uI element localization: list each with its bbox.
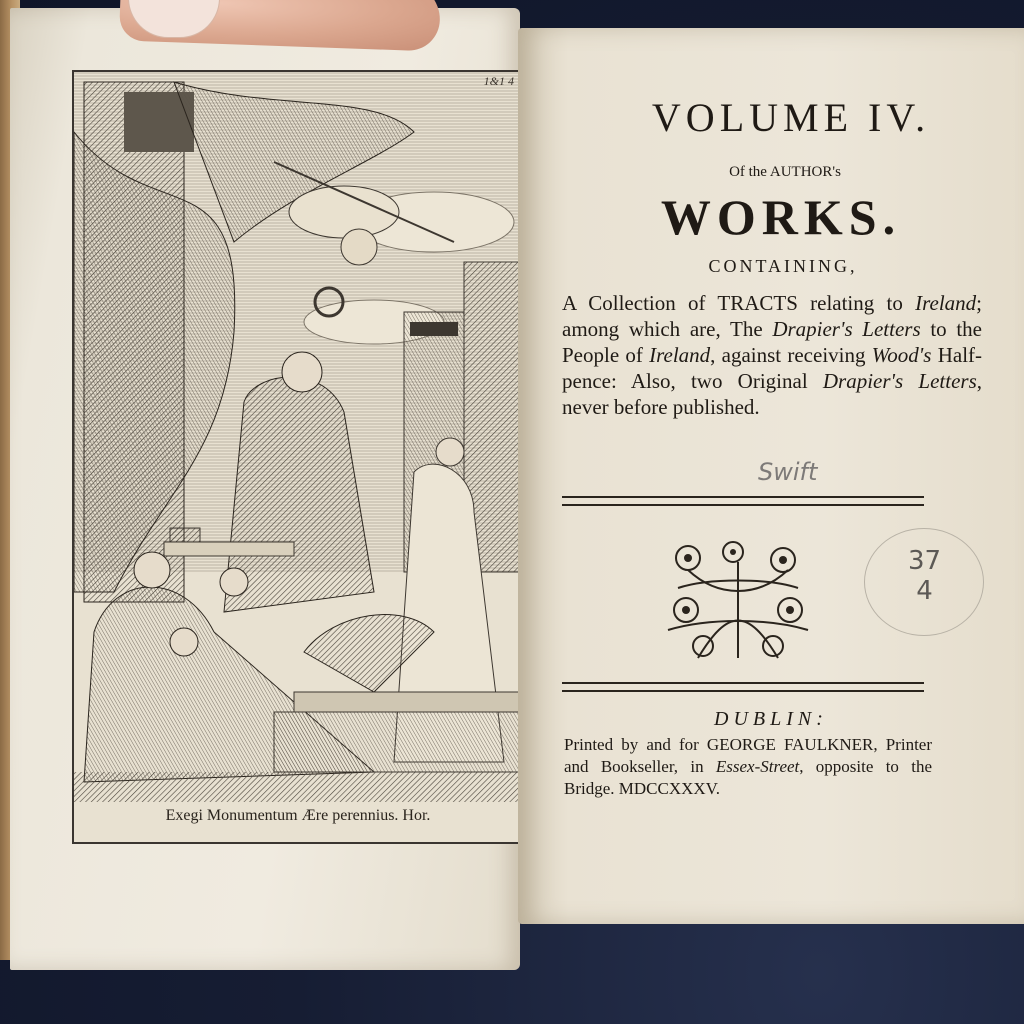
- desc-part: ; among which are, The: [562, 291, 983, 341]
- volume-heading: VOLUME IV.: [651, 95, 931, 140]
- desc-part: to the People of: [562, 317, 982, 367]
- pencil-note-bottom: 4: [916, 576, 933, 606]
- desc-italic: Wood's: [871, 343, 932, 367]
- contents-description: [562, 290, 982, 420]
- works-heading: WORKS.: [660, 189, 902, 245]
- plate-number: 1&1 4: [483, 74, 514, 88]
- desc-part: A Collection of TRACTS relating to: [562, 291, 903, 315]
- imprint-text: [564, 734, 932, 800]
- engraving-caption: Exegi Monumentum Ære perennius. Hor.: [165, 807, 431, 824]
- of-author-line: Of the AUTHOR's: [729, 164, 841, 180]
- engraving-illustration: [74, 72, 522, 802]
- divider-rule: [562, 496, 924, 498]
- desc-italic: Drapier's: [822, 369, 904, 393]
- imprint-street: Essex-Street: [715, 757, 800, 776]
- floral-ornament-icon: [658, 538, 818, 668]
- left-page: [10, 8, 520, 970]
- imprint-part: , opposite to the Bridge.: [564, 757, 932, 798]
- desc-italic: Ireland: [649, 343, 711, 367]
- imprint-city: DUBLIN:: [714, 708, 828, 730]
- divider-rule: [562, 690, 924, 692]
- containing-line: CONTAINING,: [708, 256, 858, 276]
- pencil-note-top: 37: [908, 546, 942, 576]
- pencil-note: [908, 546, 941, 606]
- handwritten-annotation: Swift: [758, 458, 818, 486]
- desc-part: , against receiving: [710, 343, 866, 367]
- desc-italic: Ireland: [915, 291, 977, 315]
- frontispiece-engraving: [72, 70, 524, 844]
- divider-rule: [562, 682, 924, 684]
- desc-italic: Drapier's Letters: [772, 317, 921, 341]
- divider-rule: [562, 504, 924, 506]
- imprint-year: MDCCXXXV.: [618, 779, 721, 798]
- title-page: [518, 28, 1024, 924]
- desc-italic: Letters: [918, 369, 977, 393]
- desc-part: , never before published.: [562, 369, 982, 419]
- desc-part: Half-pence: Also, two Original: [562, 343, 983, 393]
- imprint-part: Printed by and for GEORGE FAULKNER, Printer and Bookseller, in: [564, 735, 932, 776]
